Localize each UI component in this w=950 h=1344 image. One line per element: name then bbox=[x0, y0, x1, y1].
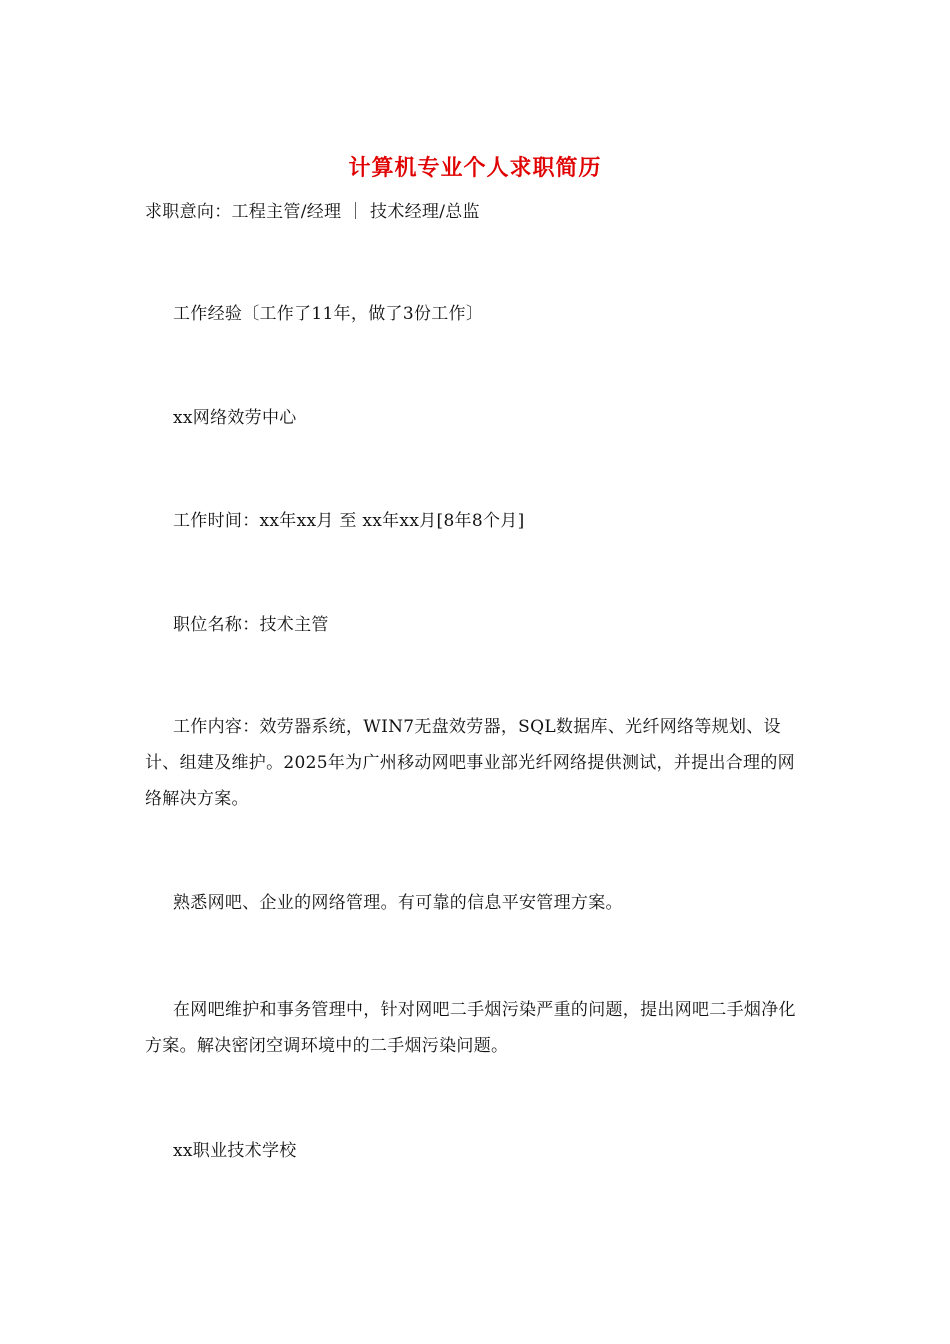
job-title: 职位名称：技术主管 bbox=[173, 615, 329, 635]
work-period: 工作时间：xx年xx月 至 xx年xx月[8年8个月] bbox=[173, 511, 525, 531]
work-experience-heading: 工作经验〔工作了11年，做了3份工作〕 bbox=[173, 304, 484, 324]
job-intention: 求职意向：工程主管/经理 ｜ 技术经理/总监 bbox=[145, 202, 480, 222]
employer-name: xx网络效劳中心 bbox=[173, 408, 297, 428]
smoke-purification-plan: 在网吧维护和事务管理中，针对网吧二手烟污染严重的问题，提出网吧二手烟净化方案。解决密闭空调环境中的二手烟污染问题。 bbox=[145, 1000, 796, 1056]
network-management-skill: 熟悉网吧、企业的网络管理。有可靠的信息平安管理方案。 bbox=[173, 893, 623, 913]
document-title: 计算机专业个人求职简历 bbox=[348, 155, 602, 181]
job-content: 工作内容：效劳器系统，WIN7无盘效劳器，SQL数据库、光纤网络等规划、设计、组建及维护。2025年为广州移动网吧事业部光纤网络提供测试，并提出合理的网络解决方案。 bbox=[145, 717, 795, 809]
school-name: xx职业技术学校 bbox=[173, 1141, 297, 1161]
